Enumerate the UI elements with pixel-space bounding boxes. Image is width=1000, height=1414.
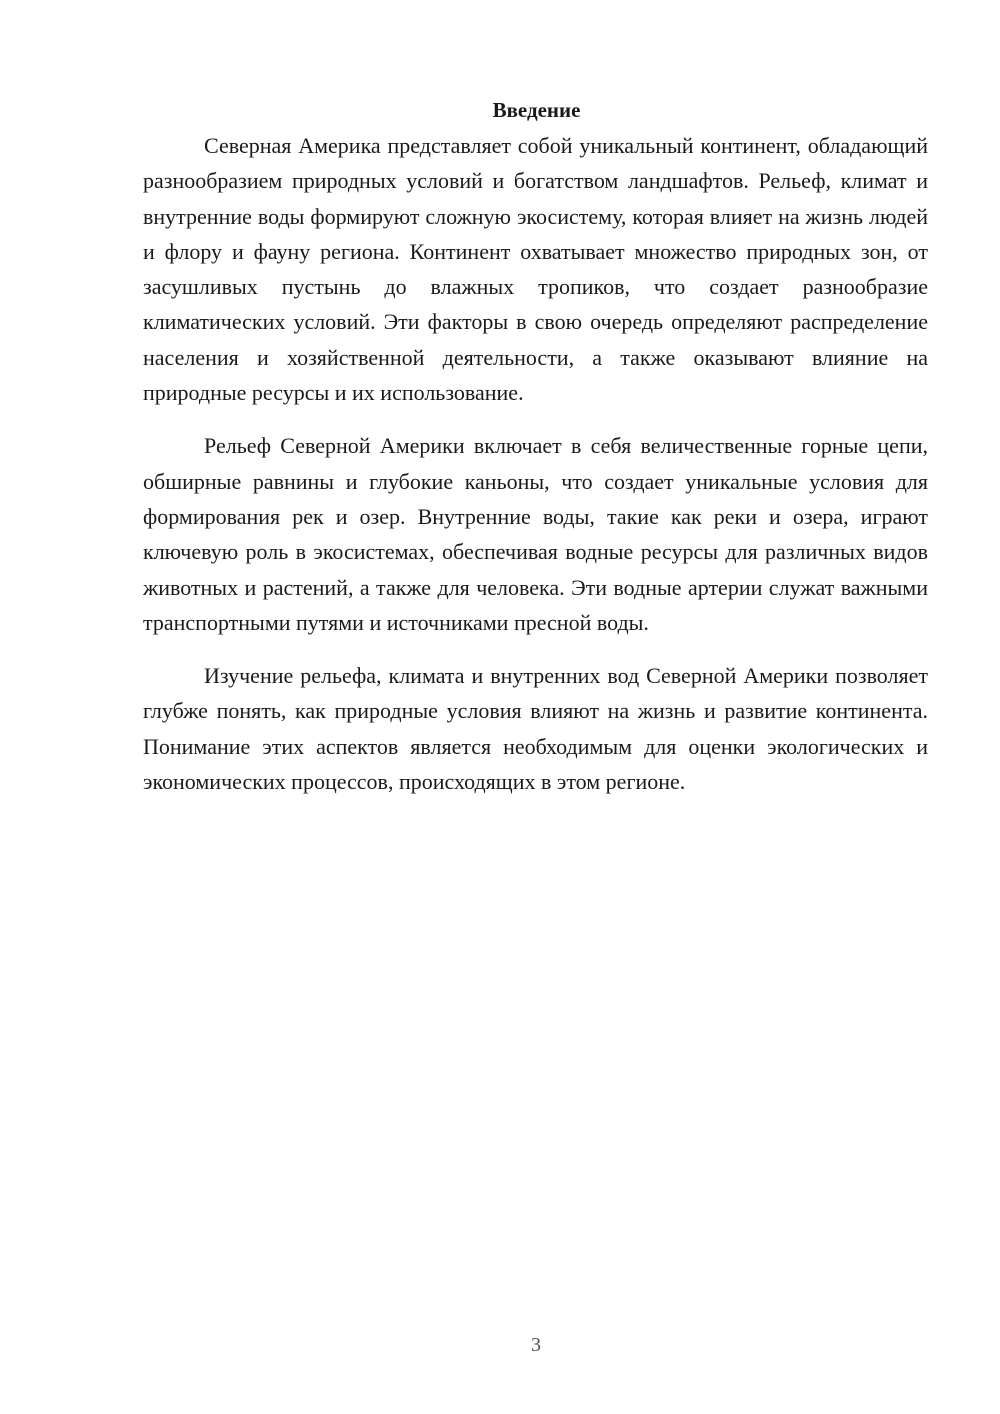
paragraph-1: Северная Америка представляет собой уникальный континент, обладающий разнообразием природных условий и богатством ландшафтов. Рельеф, климат и внутренние воды формируют сложную экосистему, которая влияет на жизнь людей и флору и фауну региона. Континент охватывает множество природных зон, от засушливых пустынь до влажных тропиков, что создает разнообразие климатических условий. Эти факторы в свою очередь определяют распределение населения и хозяйственной деятельности, а также оказывают влияние на природные ресурсы и их использование. [143, 133, 928, 406]
page-number: 3 [531, 1334, 541, 1356]
page-content [143, 94, 928, 817]
paragraph-3: Изучение рельефа, климата и внутренних вод Северной Америки позволяет глубже понять, как природные условия влияют на жизнь и развитие континента. Понимание этих аспектов является необходимым для оценки экологических и экономических процессов, происходящих в этом регионе. [143, 663, 928, 795]
paragraph-2: Рельеф Северной Америки включает в себя величественные горные цепи, обширные равнины и глубокие каньоны, что создает уникальные условия для формирования рек и озер. Внутренние воды, такие как реки и озера, играют ключевую роль в экосистемах, обеспечивая водные ресурсы для различных видов животных и растений, а также для человека. Эти водные артерии служат важными транспортными путями и источниками пресной воды. [143, 433, 928, 635]
section-heading: Введение [492, 98, 581, 122]
